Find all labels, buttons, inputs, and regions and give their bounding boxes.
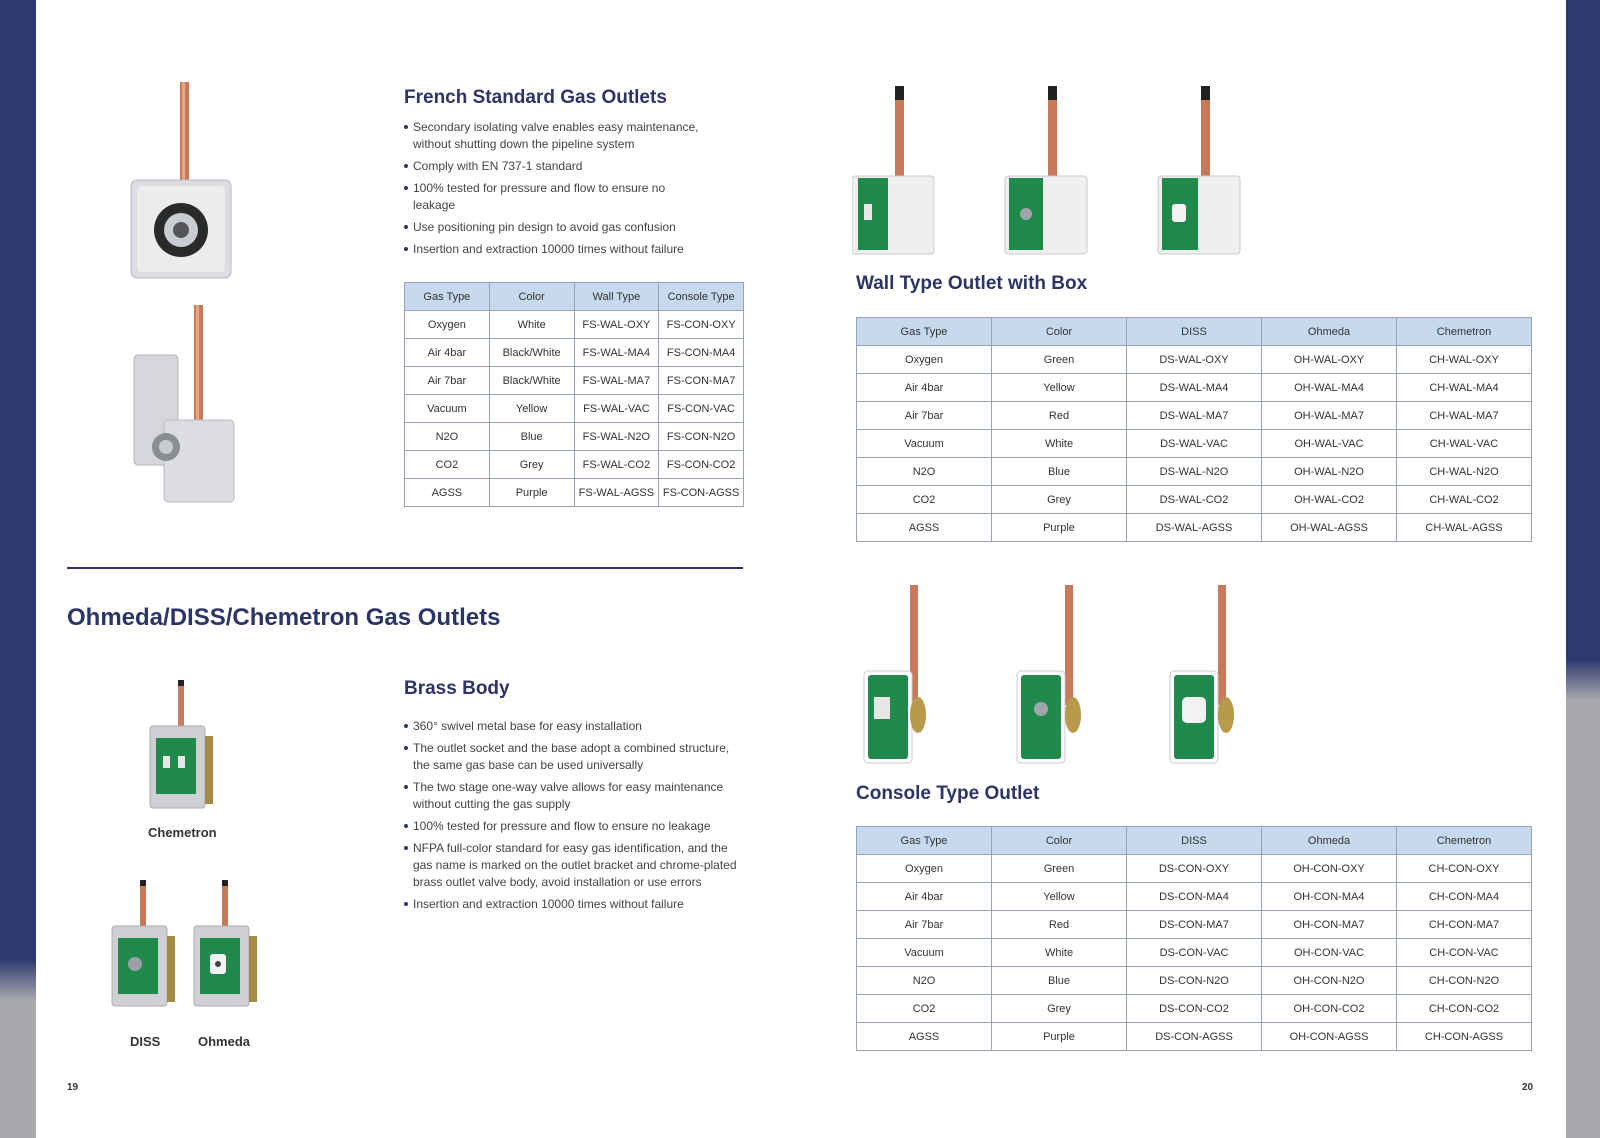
table-cell: DS-WAL-MA4 (1127, 374, 1262, 402)
table-row (857, 514, 1532, 542)
table-cell: DS-CON-AGSS (1127, 1023, 1262, 1051)
table-cell: CH-WAL-VAC (1397, 430, 1532, 458)
table-header-row (857, 827, 1532, 855)
table-cell: FS-WAL-MA4 (574, 339, 659, 367)
table-cell: CH-WAL-OXY (1397, 346, 1532, 374)
table-cell: Air 7bar (405, 367, 490, 395)
table-header-cell: Chemetron (1397, 318, 1532, 346)
table-cell: N2O (857, 458, 992, 486)
table-header-row (857, 318, 1532, 346)
table-cell: Oxygen (857, 855, 992, 883)
table-row (405, 311, 744, 339)
brass-bullet: The two stage one-way valve allows for easy maintenance without cutting the gas supply (404, 779, 749, 813)
table-cell: DS-WAL-CO2 (1127, 486, 1262, 514)
table-cell: OH-CON-MA4 (1262, 883, 1397, 911)
table-cell: DS-CON-N2O (1127, 967, 1262, 995)
table-row (405, 367, 744, 395)
table-cell: DS-CON-MA7 (1127, 911, 1262, 939)
table-row (857, 967, 1532, 995)
table-header-cell: Chemetron (1397, 827, 1532, 855)
table-cell: AGSS (857, 514, 992, 542)
table-cell: OH-CON-N2O (1262, 967, 1397, 995)
table-row (405, 479, 744, 507)
french-wall-outlet-image (125, 82, 237, 282)
table-cell: CH-WAL-AGSS (1397, 514, 1532, 542)
table-cell: FS-WAL-CO2 (574, 451, 659, 479)
table-row (857, 855, 1532, 883)
table-cell: CH-CON-MA7 (1397, 911, 1532, 939)
table-row (405, 339, 744, 367)
table-cell: Green (992, 855, 1127, 883)
table-cell: CH-CON-OXY (1397, 855, 1532, 883)
table-cell: OH-WAL-OXY (1262, 346, 1397, 374)
table-cell: OH-WAL-AGSS (1262, 514, 1397, 542)
table-header-cell: DISS (1127, 827, 1262, 855)
table-cell: FS-CON-MA4 (659, 339, 744, 367)
wall-box-outlets-image (852, 86, 1252, 256)
table-cell: FS-CON-CO2 (659, 451, 744, 479)
ohmeda-section-title: Ohmeda/DISS/Chemetron Gas Outlets (67, 604, 501, 631)
table-cell: Purple (489, 479, 574, 507)
table-cell: OH-CON-VAC (1262, 939, 1397, 967)
brass-bullet: The outlet socket and the base adopt a combined structure, the same gas base can be used universally (404, 740, 749, 774)
table-header-cell: DISS (1127, 318, 1262, 346)
table-cell: Purple (992, 1023, 1127, 1051)
table-cell: Oxygen (857, 346, 992, 374)
table-row (405, 395, 744, 423)
table-cell: OH-WAL-MA4 (1262, 374, 1397, 402)
table-cell: DS-WAL-N2O (1127, 458, 1262, 486)
table-header-cell: Gas Type (857, 827, 992, 855)
table-cell: Blue (992, 458, 1127, 486)
table-row (857, 402, 1532, 430)
table-header-cell: Wall Type (574, 283, 659, 311)
table-cell: CH-CON-N2O (1397, 967, 1532, 995)
table-cell: Vacuum (857, 939, 992, 967)
page-number-right: 20 (1522, 1082, 1534, 1093)
table-cell: DS-WAL-MA7 (1127, 402, 1262, 430)
console-outlets-image (860, 585, 1260, 767)
table-cell: Red (992, 911, 1127, 939)
french-bullet: Secondary isolating valve enables easy maintenance, without shutting down the pipeline system (404, 119, 704, 153)
table-cell: DS-CON-OXY (1127, 855, 1262, 883)
table-cell: FS-CON-AGSS (659, 479, 744, 507)
table-cell: AGSS (405, 479, 490, 507)
table-cell: OH-CON-CO2 (1262, 995, 1397, 1023)
table-cell: CH-WAL-MA7 (1397, 402, 1532, 430)
table-cell: Black/White (489, 339, 574, 367)
brass-bullet: 360° swivel metal base for easy installation (404, 718, 749, 735)
brass-bullet: Insertion and extraction 10000 times without failure (404, 896, 749, 913)
table-cell: Grey (489, 451, 574, 479)
table-cell: Blue (992, 967, 1127, 995)
table-cell: CO2 (857, 486, 992, 514)
table-header-cell: Ohmeda (1262, 827, 1397, 855)
table-cell: White (992, 939, 1127, 967)
table-cell: Air 7bar (857, 402, 992, 430)
french-bullet: 100% tested for pressure and flow to ensure no leakage (404, 180, 704, 214)
table-cell: FS-CON-OXY (659, 311, 744, 339)
french-bullet: Comply with EN 737-1 standard (404, 158, 704, 175)
table-cell: FS-CON-N2O (659, 423, 744, 451)
table-cell: OH-WAL-VAC (1262, 430, 1397, 458)
table-row (857, 458, 1532, 486)
french-bullet-list (404, 119, 704, 263)
table-row (857, 430, 1532, 458)
table-cell: DS-CON-MA4 (1127, 883, 1262, 911)
table-row (405, 451, 744, 479)
table-cell: Air 7bar (857, 911, 992, 939)
french-console-outlet-image (130, 305, 242, 510)
console-outlet-title: Console Type Outlet (856, 783, 1040, 804)
table-cell: Vacuum (857, 430, 992, 458)
table-cell: White (489, 311, 574, 339)
table-cell: OH-WAL-MA7 (1262, 402, 1397, 430)
table-cell: DS-WAL-AGSS (1127, 514, 1262, 542)
table-row (857, 883, 1532, 911)
table-cell: CH-CON-AGSS (1397, 1023, 1532, 1051)
table-header-cell: Color (489, 283, 574, 311)
diss-outlet-image (110, 880, 180, 1012)
table-header-cell: Ohmeda (1262, 318, 1397, 346)
french-outlet-table (404, 282, 744, 507)
table-cell: DS-WAL-VAC (1127, 430, 1262, 458)
table-cell: OH-CON-OXY (1262, 855, 1397, 883)
french-section-title: French Standard Gas Outlets (404, 87, 667, 108)
table-cell: Blue (489, 423, 574, 451)
table-row (857, 346, 1532, 374)
table-cell: Air 4bar (857, 883, 992, 911)
wall-outlet-table (856, 317, 1532, 542)
table-cell: OH-CON-AGSS (1262, 1023, 1397, 1051)
french-bullet: Use positioning pin design to avoid gas confusion (404, 219, 704, 236)
table-cell: Yellow (992, 883, 1127, 911)
french-bullet: Insertion and extraction 10000 times without failure (404, 241, 704, 258)
table-cell: OH-WAL-N2O (1262, 458, 1397, 486)
table-header-row (405, 283, 744, 311)
table-cell: Oxygen (405, 311, 490, 339)
table-cell: CO2 (857, 995, 992, 1023)
page-number-left: 19 (67, 1082, 79, 1093)
table-cell: Grey (992, 486, 1127, 514)
table-cell: CH-CON-VAC (1397, 939, 1532, 967)
chemetron-caption: Chemetron (148, 825, 217, 840)
table-row (857, 911, 1532, 939)
table-cell: Air 4bar (405, 339, 490, 367)
brass-body-title: Brass Body (404, 678, 510, 699)
table-header-cell: Color (992, 827, 1127, 855)
section-divider (67, 567, 743, 569)
table-cell: Yellow (992, 374, 1127, 402)
table-cell: Grey (992, 995, 1127, 1023)
table-row (857, 939, 1532, 967)
table-cell: Black/White (489, 367, 574, 395)
table-cell: DS-WAL-OXY (1127, 346, 1262, 374)
table-cell: Yellow (489, 395, 574, 423)
table-cell: Air 4bar (857, 374, 992, 402)
table-cell: FS-CON-MA7 (659, 367, 744, 395)
table-row (857, 486, 1532, 514)
table-cell: CH-WAL-N2O (1397, 458, 1532, 486)
table-cell: FS-WAL-VAC (574, 395, 659, 423)
table-cell: OH-WAL-CO2 (1262, 486, 1397, 514)
wall-outlet-title: Wall Type Outlet with Box (856, 273, 1088, 294)
ohmeda-outlet-image (192, 880, 262, 1012)
table-cell: FS-WAL-MA7 (574, 367, 659, 395)
brass-bullet-list (404, 718, 749, 918)
table-header-cell: Console Type (659, 283, 744, 311)
brass-bullet: NFPA full-color standard for easy gas identification, and the gas name is marked on the outlet bracket and chrome-plated brass outlet valve body, avoid installation or use errors (404, 840, 749, 891)
console-outlet-table (856, 826, 1532, 1051)
table-cell: FS-WAL-N2O (574, 423, 659, 451)
table-cell: N2O (857, 967, 992, 995)
table-cell: FS-CON-VAC (659, 395, 744, 423)
table-cell: CH-CON-CO2 (1397, 995, 1532, 1023)
right-edge-band (1566, 0, 1600, 1138)
table-cell: CO2 (405, 451, 490, 479)
table-header-cell: Gas Type (405, 283, 490, 311)
table-cell: DS-CON-CO2 (1127, 995, 1262, 1023)
table-cell: Red (992, 402, 1127, 430)
left-edge-band (0, 0, 36, 1138)
table-cell: N2O (405, 423, 490, 451)
table-cell: AGSS (857, 1023, 992, 1051)
table-cell: Green (992, 346, 1127, 374)
table-cell: OH-CON-MA7 (1262, 911, 1397, 939)
table-cell: White (992, 430, 1127, 458)
table-row (857, 374, 1532, 402)
table-cell: CH-WAL-MA4 (1397, 374, 1532, 402)
table-cell: DS-CON-VAC (1127, 939, 1262, 967)
table-row (857, 995, 1532, 1023)
table-cell: Purple (992, 514, 1127, 542)
table-cell: CH-CON-MA4 (1397, 883, 1532, 911)
table-row (405, 423, 744, 451)
table-row (857, 1023, 1532, 1051)
table-header-cell: Gas Type (857, 318, 992, 346)
table-header-cell: Color (992, 318, 1127, 346)
ohmeda-caption: Ohmeda (198, 1034, 251, 1049)
table-cell: CH-WAL-CO2 (1397, 486, 1532, 514)
table-cell: FS-WAL-AGSS (574, 479, 659, 507)
brass-bullet: 100% tested for pressure and flow to ensure no leakage (404, 818, 749, 835)
table-cell: FS-WAL-OXY (574, 311, 659, 339)
chemetron-outlet-image (148, 680, 218, 812)
table-cell: Vacuum (405, 395, 490, 423)
diss-caption: DISS (130, 1034, 161, 1049)
